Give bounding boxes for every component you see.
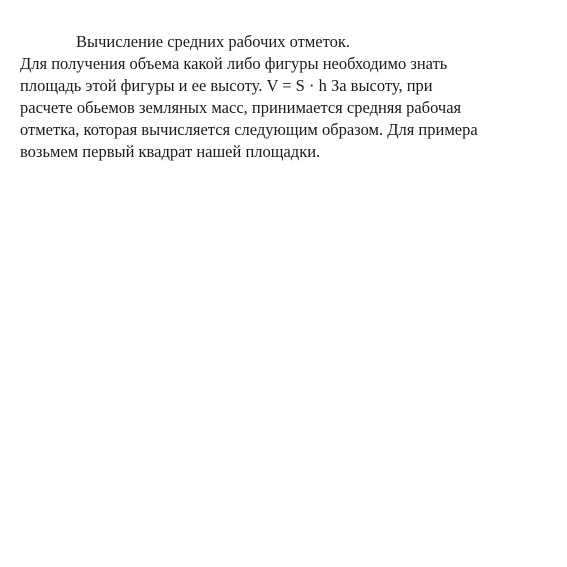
page-title: Вычисление средних рабочих отметок.: [76, 32, 351, 51]
paragraph-line: возьмем первый квадрат нашей площадки.: [20, 142, 321, 161]
paragraph-line: площадь этой фигуры и ее высоту. V = S · h За высоту, при: [20, 76, 433, 95]
paragraph-line: Для получения объема какой либо фигуры необходимо знать: [20, 54, 448, 73]
paragraph-line: расчете обьемов земляных масс, принимается средняя рабочая: [20, 98, 462, 117]
paragraph-line: отметка, которая вычисляется следующим образом. Для примера: [20, 120, 478, 139]
body-paragraph: [20, 53, 550, 163]
